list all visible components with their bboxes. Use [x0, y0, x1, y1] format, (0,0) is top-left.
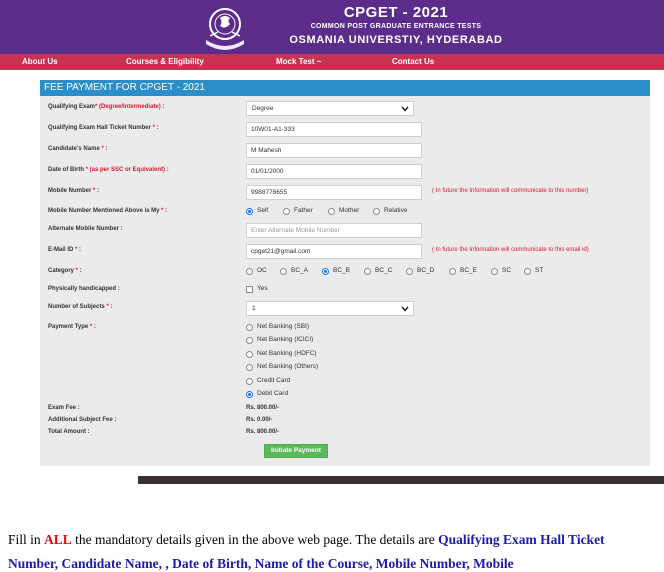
nav-contact-us[interactable]: Contact Us [392, 57, 435, 66]
alt-mobile-label: Alternate Mobile Number : [48, 226, 123, 232]
radio-icon [491, 268, 498, 275]
chevron-down-icon [401, 306, 409, 312]
email-label: E-Mail ID * : [48, 247, 82, 253]
qualifying-exam-select[interactable] [246, 101, 414, 116]
payment-credit-card-radio[interactable]: Credit Card [246, 377, 290, 385]
category-bc-e-radio[interactable]: BC_E [449, 267, 477, 275]
mobile-owner-self-radio[interactable]: Self [246, 207, 268, 215]
additional-fee-value: Rs. 0.00/- [246, 417, 273, 423]
category-bc-b-radio[interactable]: BC_B [322, 267, 350, 275]
subjects-value: 1 [252, 305, 256, 312]
university-name: OSMANIA UNIVERSTIY, HYDERABAD [289, 34, 503, 46]
mobile-owner-father-radio[interactable]: Father [283, 207, 313, 215]
nav-courses-eligibility[interactable]: Courses & Eligibility [126, 57, 204, 66]
exam-fee-value: Rs. 800.00/- [246, 405, 280, 411]
email-note: ( In future the Information will communicate to this email id) [432, 247, 589, 253]
category-bc-c-radio[interactable]: BC_C [364, 267, 392, 275]
additional-fee-label: Additional Subject Fee : [48, 417, 117, 423]
dob-input[interactable]: 01/01/2000 [246, 164, 422, 179]
site-brand [286, 4, 506, 47]
footer-strip [0, 476, 664, 484]
radio-selected-icon [246, 208, 253, 215]
nav-about-us[interactable]: About Us [22, 57, 58, 66]
qualifying-exam-value: Degree [252, 105, 274, 112]
hall-ticket-input[interactable]: 10W01-A1-333 [246, 122, 422, 137]
instruction-text: Fill in ALL the mandatory details given in the above web page. The details are Qualifying Exam Hall Ticket Number, Candidate Name, , Date of Birth, Name of the Course, Mobile Number, Mobile [8, 532, 605, 571]
mobile-owner-label: Mobile Number Mentioned Above is My * : [48, 208, 168, 214]
radio-icon [280, 268, 287, 275]
main-nav [0, 54, 664, 70]
total-amount-label: Total Amount : [48, 429, 90, 435]
checkbox-icon [246, 286, 253, 293]
payment-type-label: Payment Type * : [48, 324, 96, 330]
handicapped-label: Physically handicapped : [48, 286, 120, 292]
dob-label: Date of Birth * (as per SSC or Equivalent) : [48, 167, 169, 173]
site-header [0, 0, 664, 54]
payment-icici-radio[interactable]: Net Banking (ICICI) [246, 336, 313, 344]
mobile-owner-relative-radio[interactable]: Relative [373, 207, 407, 215]
alt-mobile-input[interactable]: Enter Alternate Mobile Number [246, 223, 422, 238]
radio-icon [406, 268, 413, 275]
radio-icon [246, 378, 253, 385]
category-bc-a-radio[interactable]: BC_A [280, 267, 308, 275]
site-subtitle: COMMON POST GRADUATE ENTRANCE TESTS [310, 23, 482, 30]
subjects-select[interactable] [246, 301, 414, 316]
radio-icon [524, 268, 531, 275]
radio-icon [328, 208, 335, 215]
radio-icon [246, 364, 253, 371]
radio-selected-icon [246, 391, 253, 398]
category-sc-radio[interactable]: SC [491, 267, 511, 275]
site-title: CPGET - 2021 [343, 4, 449, 21]
total-amount-value: Rs. 800.00/- [246, 429, 280, 435]
hall-ticket-label: Qualifying Exam Hall Ticket Number * : [48, 125, 159, 131]
category-st-radio[interactable]: ST [524, 267, 543, 275]
radio-icon [449, 268, 456, 275]
category-oc-radio[interactable]: OC [246, 267, 267, 275]
payment-debit-card-radio[interactable]: Debit Card [246, 390, 288, 398]
radio-icon [364, 268, 371, 275]
mobile-owner-mother-radio[interactable]: Mother [328, 207, 359, 215]
initiate-payment-button[interactable]: Initiate Payment [264, 444, 328, 458]
payment-others-radio[interactable]: Net Banking (Others) [246, 363, 318, 371]
payment-hdfc-radio[interactable]: Net Banking (HDFC) [246, 350, 317, 358]
email-input[interactable]: cpget21@gmail.com [246, 244, 422, 259]
candidate-name-input[interactable]: M Mahesh [246, 143, 422, 158]
category-label: Category * : [48, 268, 82, 274]
mobile-input[interactable]: 9988776655 [246, 185, 422, 200]
exam-fee-label: Exam Fee : [48, 405, 80, 411]
radio-icon [373, 208, 380, 215]
panel-title: FEE PAYMENT FOR CPGET - 2021 [40, 80, 650, 96]
nav-mock-test[interactable]: Mock Test ~ [276, 57, 322, 66]
radio-icon [246, 268, 253, 275]
handicapped-checkbox[interactable]: Yes [246, 285, 268, 293]
candidate-name-label: Candidate's Name * : [48, 146, 108, 152]
radio-icon [246, 351, 253, 358]
footer-image-strip [138, 476, 664, 484]
category-bc-d-radio[interactable]: BC_D [406, 267, 434, 275]
mobile-note: ( In future the Information will communicate to this number) [432, 188, 589, 194]
radio-icon [283, 208, 290, 215]
mobile-label: Mobile Number * : [48, 188, 100, 194]
university-emblem-icon [200, 2, 250, 52]
radio-icon [246, 337, 253, 344]
payment-sbi-radio[interactable]: Net Banking (SBI) [246, 323, 309, 331]
radio-icon [246, 324, 253, 331]
chevron-down-icon [401, 106, 409, 112]
qualifying-exam-label: Qualifying Exam* (Degree/Intermediate) : [48, 104, 165, 110]
subjects-label: Number of Subjects * : [48, 304, 113, 310]
radio-selected-icon [322, 268, 329, 275]
